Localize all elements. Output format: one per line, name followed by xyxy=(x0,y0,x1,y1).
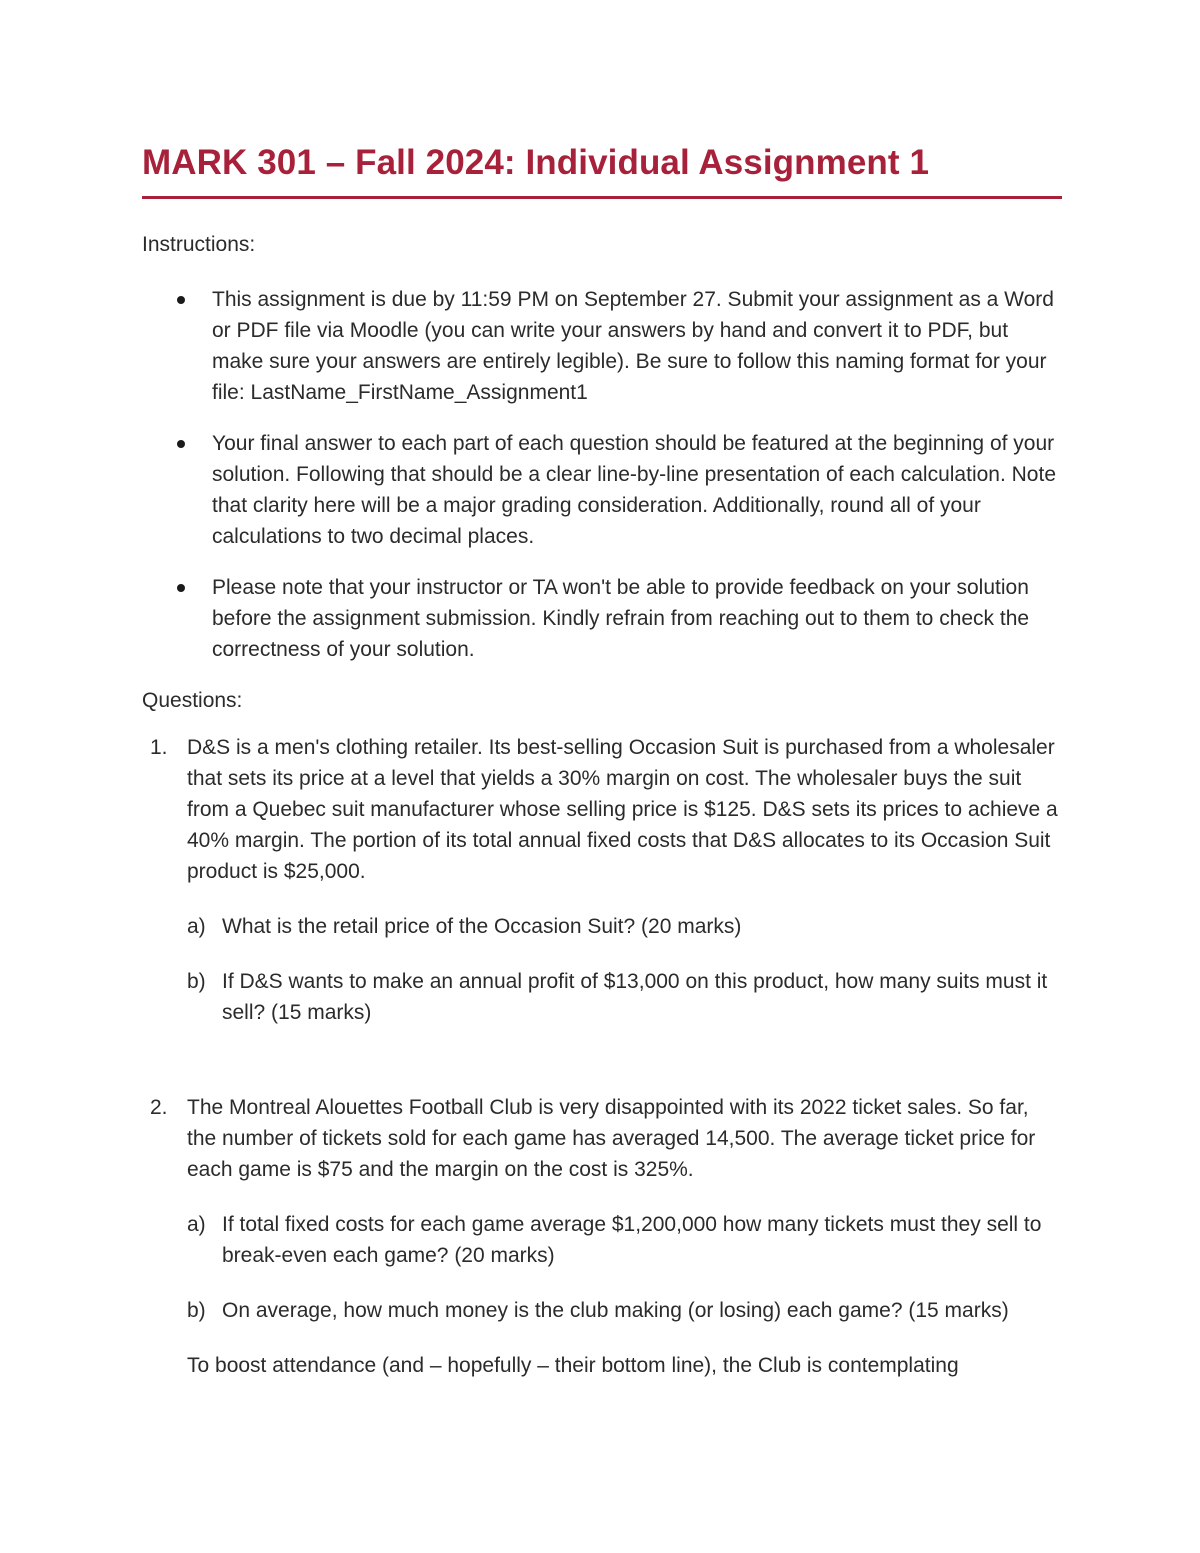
page-title: MARK 301 – Fall 2024: Individual Assignment 1 xyxy=(142,143,930,182)
instruction-item xyxy=(142,284,1062,408)
instruction-text: Your final answer to each part of each question should be featured at the beginning of your solution. Following that should be a clear line-by-line presentation of each calculation. Note that clarity here will be a major grading consideration. Additionally, round all of your calculations to two decimal places. xyxy=(212,432,1056,548)
question-part xyxy=(187,1209,1062,1271)
instructions-heading: Instructions: xyxy=(142,233,256,256)
bullet-icon xyxy=(177,296,185,304)
part-text: On average, how much money is the club making (or losing) each game? (15 marks) xyxy=(222,1299,1009,1322)
questions-list xyxy=(142,732,1062,1381)
questions-heading: Questions: xyxy=(142,689,243,712)
part-letter: b) xyxy=(187,970,206,993)
question-parts xyxy=(187,1209,1062,1326)
question-number: 2. xyxy=(150,1096,168,1119)
question-part xyxy=(187,1295,1062,1326)
question-part xyxy=(187,966,1062,1028)
question-text: D&S is a men's clothing retailer. Its best-selling Occasion Suit is purchased from a wholesaler that sets its price at a level that yields a 30% margin on cost. The wholesaler buys the suit from a Quebec suit manufacturer whose selling price is $125. D&S sets its prices to achieve a 40% margin. The portion of its total annual fixed costs that D&S allocates to its Occasion Suit product is $25,000. xyxy=(187,736,1058,883)
bullet-icon xyxy=(177,440,185,448)
part-letter: a) xyxy=(187,1213,206,1236)
question-text: The Montreal Alouettes Football Club is very disappointed with its 2022 ticket sales. So far, the number of tickets sold for each game has averaged 14,500. The average ticket price for each game is $75 and the margin on the cost is 325%. xyxy=(187,1096,1036,1181)
part-letter: a) xyxy=(187,915,206,938)
part-text: If total fixed costs for each game average $1,200,000 how many tickets must they sell to break-even each game? (20 marks) xyxy=(222,1213,1042,1267)
part-text: What is the retail price of the Occasion Suit? (20 marks) xyxy=(222,915,742,938)
instruction-text: This assignment is due by 11:59 PM on September 27. Submit your assignment as a Word or PDF file via Moodle (you can write your answers by hand and convert it to PDF, but make sure your answers are entirely legible). Be sure to follow this naming format for your file: LastName_FirstName_Assignment1 xyxy=(212,288,1054,404)
title-divider xyxy=(142,196,1062,199)
question-item xyxy=(142,732,1062,1028)
question-continuation: To boost attendance (and – hopefully – their bottom line), the Club is contemplating xyxy=(187,1354,959,1377)
instructions-list xyxy=(142,284,1062,665)
instruction-text: Please note that your instructor or TA won't be able to provide feedback on your solution before the assignment submission. Kindly refrain from reaching out to them to check the correctness of your solution. xyxy=(212,576,1030,661)
question-parts xyxy=(187,911,1062,1028)
part-letter: b) xyxy=(187,1299,206,1322)
document-page xyxy=(142,140,1062,1381)
question-part xyxy=(187,911,1062,942)
instruction-item xyxy=(142,572,1062,665)
part-text: If D&S wants to make an annual profit of $13,000 on this product, how many suits must it sell? (15 marks) xyxy=(222,970,1048,1024)
bullet-icon xyxy=(177,584,185,592)
instruction-item xyxy=(142,428,1062,552)
question-number: 1. xyxy=(150,736,168,759)
question-item xyxy=(142,1092,1062,1381)
